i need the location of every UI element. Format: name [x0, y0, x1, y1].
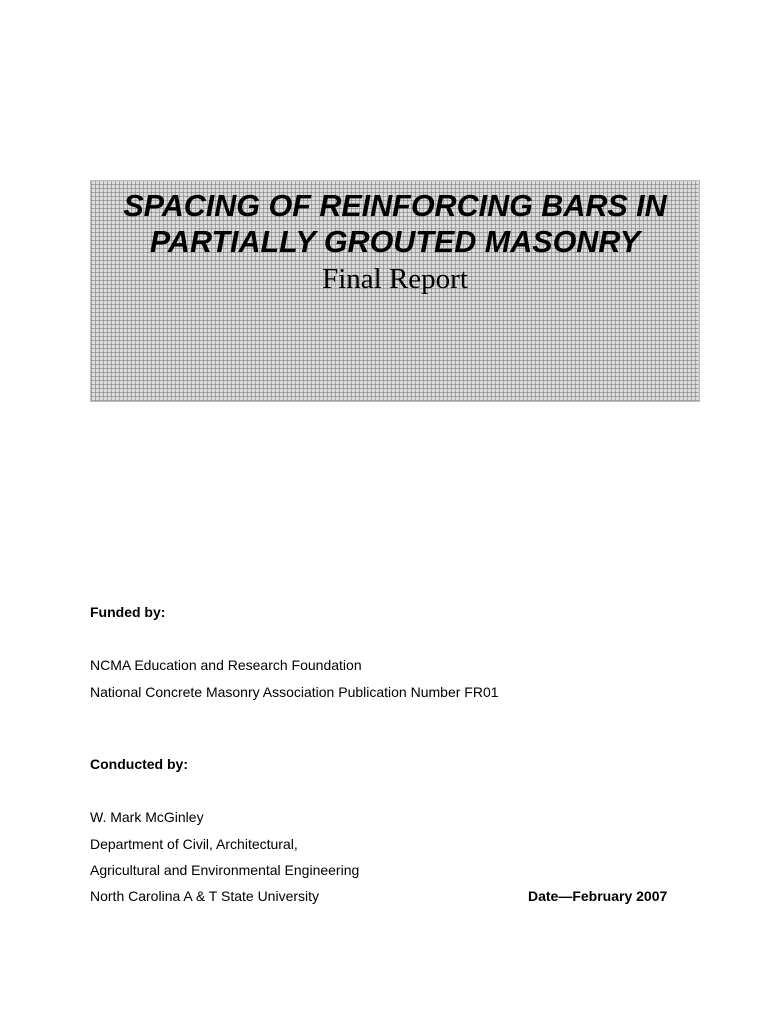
title-line-2: PARTIALLY GROUTED MASONRY: [149, 225, 641, 259]
author-name: W. Mark McGinley: [90, 809, 204, 825]
title-line-1: SPACING OF REINFORCING BARS IN: [123, 189, 667, 223]
department-line-1: Department of Civil, Architectural,: [90, 836, 298, 852]
report-date: Date—February 2007: [528, 888, 668, 904]
funder-line-1: NCMA Education and Research Foundation: [90, 657, 362, 673]
university-line: North Carolina A & T State University: [90, 888, 320, 904]
title-box: [90, 180, 700, 402]
funded-by-label: Funded by:: [90, 604, 166, 620]
funder-line-2: National Concrete Masonry Association Publication Number FR01: [90, 684, 499, 700]
department-line-2: Agricultural and Environmental Engineering: [90, 862, 360, 878]
conducted-by-label: Conducted by:: [90, 756, 188, 772]
subtitle: Final Report: [322, 263, 468, 295]
